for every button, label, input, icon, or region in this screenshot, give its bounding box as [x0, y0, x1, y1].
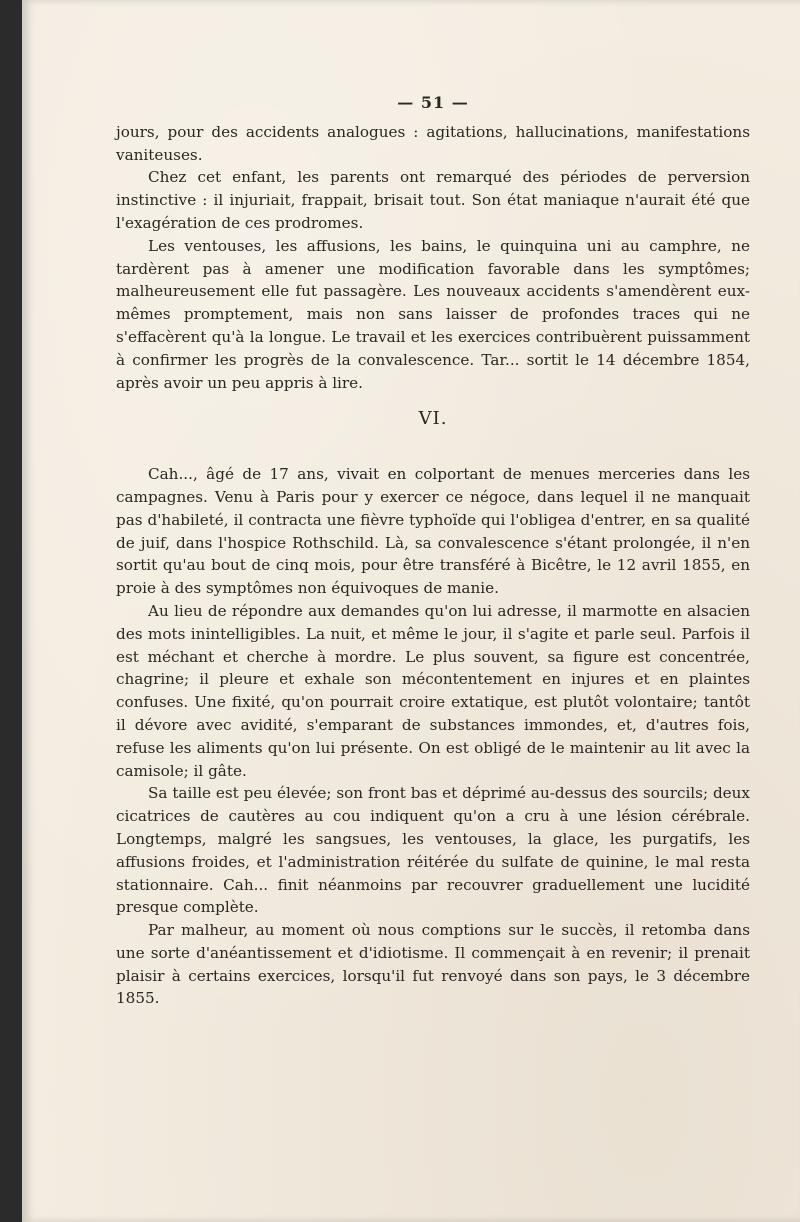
book-page: [22, 0, 800, 1222]
paragraph: Par malheur, au moment où nous comptions sur le succès, il retomba dans une sorte d'anéantissement et d'idiotisme. Il commençait à en revenir; il prenait plaisir à certains exercices, lorsqu'il fut renvoyé dans son pays, le 3 décembre 1855.: [116, 921, 750, 1008]
paragraph: Au lieu de répondre aux demandes qu'on lui adresse, il marmotte en alsacien des mots inintelligibles. La nuit, et même le jour, il s'agite et parle seul. Parfois il est méchant et cherche à mordre. Le plus souvent, sa figure est concentrée, chagrine; il pleure et exhale son mécontentement en injures et en plaintes confuses. Une fixité, qu'on pourrait croire extatique, est plutôt volontaire; tantôt il dévore avec avidité, s'emparant de substances immondes, et, d'autres fois, refuse les aliments qu'on lui présente. On est obligé de le maintenir au lit avec la camisole; il gâte.: [116, 601, 750, 780]
paragraph: Sa taille est peu élevée; son front bas et déprimé au-dessus des sourcils; deux cicatrices de cautères au cou indiquent qu'on a cru à une lésion cérébrale. Longtemps, malgré les sangsues, les ventouses, la glace, les purgatifs, les affusions froides, et l'administration réitérée du sulfate de quinine, le mal resta stationnaire. Cah... finit néanmoins par recouvrer graduellement une lucidité presque complète.: [116, 784, 750, 917]
page-number: — 51 —: [397, 93, 469, 112]
paragraph: Cah..., âgé de 17 ans, vivait en colportant de menues merceries dans les campagnes. Venu à Paris pour y exercer ce négoce, dans lequel il ne manquait pas d'habileté, il contracta une fièvre typhoïde qui l'obligea d'entrer, en sa qualité de juif, dans l'hospice Rothschild. Là, sa convalescence s'étant prolongée, il n'en sortit qu'au bout de cinq mois, pour être transféré à Bicêtre, le 12 avril 1855, en proie à des symptômes non équivoques de manie.: [116, 465, 750, 598]
paragraph: Les ventouses, les affusions, les bains, le quinquina uni au camphre, ne tardèrent pas à amener une modification favorable dans les symptômes; malheureusement elle fut passagère. Les nouveaux accidents s'amendèrent eux-mêmes promptement, mais non sans laisser de profondes traces qui ne s'effacèrent qu'à la longue. Le travail et les exercices contribuèrent puissamment à confirmer les progrès de la convalescence. Tar... sortit le 14 décembre 1854, après avoir un peu appris à lire.: [116, 236, 750, 392]
paragraph: Chez cet enfant, les parents ont remarqué des périodes de perversion instinctive : il injuriait, frappait, brisait tout. Son état maniaque n'aurait été que l'exagération de ces prodromes.: [116, 168, 750, 232]
section-heading: VI.: [418, 408, 448, 430]
page-content: [116, 92, 750, 1010]
paragraph-continuation: jours, pour des accidents analogues : agitations, hallucinations, manifestations vaniteuses.: [116, 122, 750, 164]
